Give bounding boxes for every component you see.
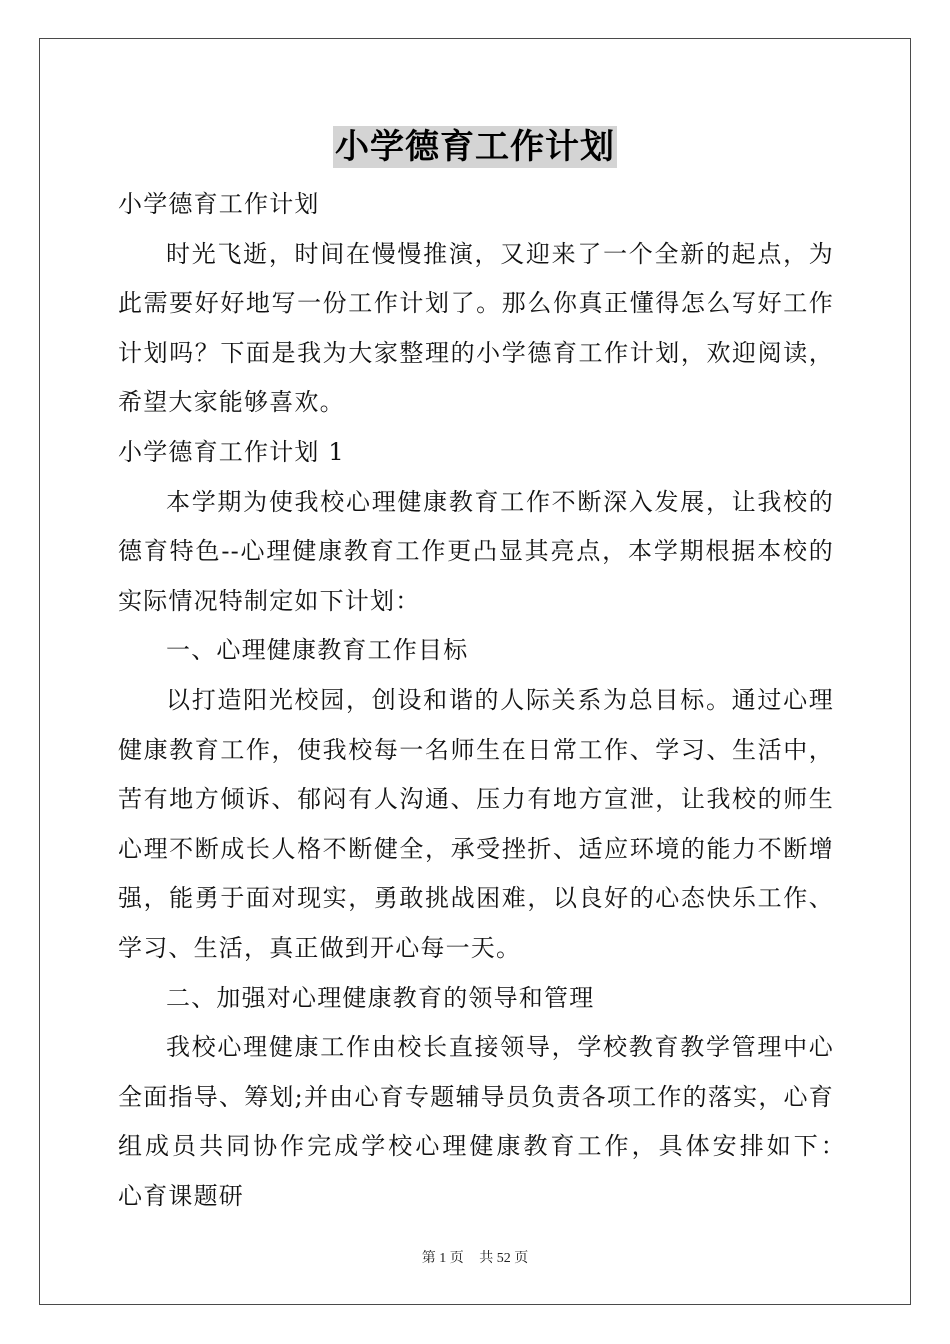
page-footer	[0, 1247, 950, 1267]
title-container	[0, 126, 950, 168]
paragraph-heading: 小学德育工作计划	[118, 190, 320, 218]
paragraph: 我校心理健康工作由校长直接领导，学校教育教学管理中心全面指导、筹划;并由心育专题辅导员负责各项工作的落实，心育组成员共同协作完成学校心理健康教育工作，具体安排如下： 心育课题研	[118, 1033, 860, 1210]
page-number: 第 1 页	[421, 1251, 464, 1266]
paragraph-heading: 小学德育工作计划 1	[118, 437, 345, 466]
paragraph: 本学期为使我校心理健康教育工作不断深入发展，让我校的德育特色--心理健康教育工作更凸显其亮点，本学期根据本校的实际情况特制定如下计划：	[118, 487, 834, 615]
document-body	[118, 180, 860, 1221]
section-heading: 一、心理健康教育工作目标	[166, 636, 469, 665]
paragraph: 以打造阳光校园，创设和谐的人际关系为总目标。通过心理健康教育工作，使我校每一名师生在日常工作、学习、生活中，苦有地方倾诉、郁闷有人沟通、压力有地方宣泄，让我校的师生心理不断成长人格不断健全，承受挫折、适应环境的能力不断增强，能勇于面对现实，勇敢挑战困难，以良好的心态快乐工作、学习、生活，真正做到开心每一天。	[118, 685, 834, 962]
paragraph: 时光飞逝，时间在慢慢推演，又迎来了一个全新的起点，为此需要好好地写一份工作计划了。那么你真正懂得怎么写好工作计划吗？下面是我为大家整理的小学德育工作计划，欢迎阅读，希望大家能够喜欢。	[118, 239, 834, 417]
section-heading: 二、加强对心理健康教育的领导和管理	[166, 983, 595, 1012]
page-total: 共 52 页	[479, 1251, 529, 1266]
document-title: 小学德育工作计划	[335, 127, 615, 167]
